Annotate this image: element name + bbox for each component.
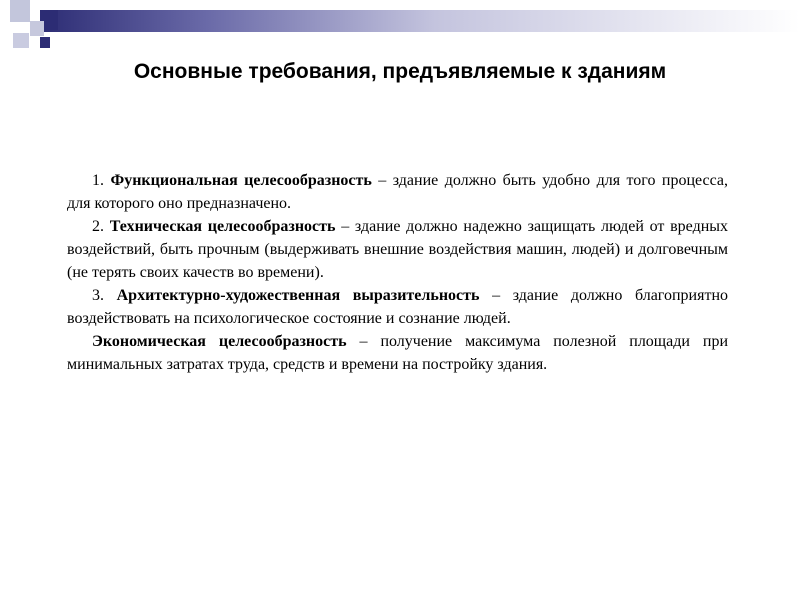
decor-square xyxy=(30,21,44,36)
item-number: 1. xyxy=(92,172,104,189)
item-number: 3. xyxy=(92,287,104,304)
item-term: Техническая целесообразность xyxy=(109,218,336,235)
list-item xyxy=(67,169,728,215)
list-item xyxy=(67,215,728,284)
item-text: – здание должно благоприятно воздействовать на психологическое состояние и сознание людей. xyxy=(67,287,728,327)
slide-title: Основные требования, предъявляемые к зданиям xyxy=(133,60,667,83)
decor-square xyxy=(13,33,29,48)
economic-text: – получение максимума полезной площади при минимальных затратах труда, средств и времени на постройку здания. xyxy=(67,333,729,373)
decor-square xyxy=(40,37,50,48)
item-text: – здание должно надежно защищать людей от вредных воздействий, быть прочным (выдерживать внешние воздействия машин, людей) и долговечным (не терять своих качеств во времени). xyxy=(67,218,729,281)
item-term: Архитектурно-художественная выразительность xyxy=(116,287,480,304)
economic-term: Экономическая целесообразность xyxy=(92,333,347,350)
header-gradient-bar xyxy=(40,10,800,32)
item-text: – здание должно быть удобно для того процесса, для которого оно предназначено. xyxy=(67,172,729,212)
decor-square xyxy=(10,0,30,22)
list-item xyxy=(67,284,728,330)
item-term: Функциональная целесообразность xyxy=(110,172,372,189)
slide-body xyxy=(67,169,728,376)
item-number: 2. xyxy=(92,218,104,235)
economic-paragraph xyxy=(67,330,728,376)
